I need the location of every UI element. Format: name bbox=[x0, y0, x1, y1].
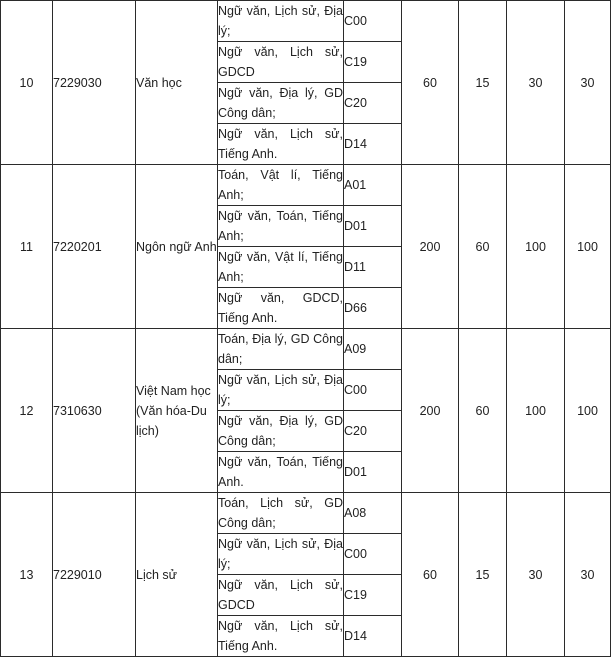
quota-total: 200 bbox=[402, 165, 459, 329]
subject-combination: Ngữ văn, Lịch sử, Địa lý; bbox=[218, 370, 344, 411]
row-number: 13 bbox=[1, 493, 53, 657]
quota-method-1: 60 bbox=[459, 165, 507, 329]
subject-combination: Toán, Vật lí, Tiếng Anh; bbox=[218, 165, 344, 206]
quota-method-2: 100 bbox=[507, 165, 565, 329]
block-code: A09 bbox=[344, 329, 402, 370]
subject-combination: Ngữ văn, Lịch sử, GDCD bbox=[218, 575, 344, 616]
subject-combination: Ngữ văn, Toán, Tiếng Anh. bbox=[218, 452, 344, 493]
quota-method-1: 60 bbox=[459, 329, 507, 493]
quota-method-1: 15 bbox=[459, 493, 507, 657]
quota-method-3: 30 bbox=[565, 1, 611, 165]
row-number: 11 bbox=[1, 165, 53, 329]
block-code: A08 bbox=[344, 493, 402, 534]
subject-combination: Ngữ văn, Lịch sử, Địa lý; bbox=[218, 534, 344, 575]
block-code: C20 bbox=[344, 83, 402, 124]
subject-combination: Ngữ văn, Lịch sử, GDCD bbox=[218, 42, 344, 83]
quota-total: 60 bbox=[402, 1, 459, 165]
quota-method-2: 100 bbox=[507, 329, 565, 493]
subject-combination: Ngữ văn, Lịch sử, Tiếng Anh. bbox=[218, 616, 344, 657]
major-code: 7229010 bbox=[53, 493, 136, 657]
block-code: D66 bbox=[344, 288, 402, 329]
subject-combination: Toán, Lịch sử, GD Công dân; bbox=[218, 493, 344, 534]
quota-total: 60 bbox=[402, 493, 459, 657]
table-row bbox=[1, 165, 611, 206]
block-code: D01 bbox=[344, 452, 402, 493]
block-code: C19 bbox=[344, 575, 402, 616]
table-row bbox=[1, 1, 611, 42]
subject-combination: Toán, Địa lý, GD Công dân; bbox=[218, 329, 344, 370]
block-code: C00 bbox=[344, 1, 402, 42]
subject-combination: Ngữ văn, Địa lý, GD Công dân; bbox=[218, 411, 344, 452]
major-code: 7220201 bbox=[53, 165, 136, 329]
table-row bbox=[1, 493, 611, 534]
block-code: D14 bbox=[344, 616, 402, 657]
major-code: 7310630 bbox=[53, 329, 136, 493]
major-name: Ngôn ngữ Anh bbox=[136, 165, 218, 329]
subject-combination: Ngữ văn, Lịch sử, Địa lý; bbox=[218, 1, 344, 42]
block-code: C00 bbox=[344, 534, 402, 575]
block-code: A01 bbox=[344, 165, 402, 206]
quota-method-3: 100 bbox=[565, 165, 611, 329]
quota-method-1: 15 bbox=[459, 1, 507, 165]
subject-combination: Ngữ văn, Vật lí, Tiếng Anh; bbox=[218, 247, 344, 288]
block-code: D14 bbox=[344, 124, 402, 165]
quota-method-2: 30 bbox=[507, 493, 565, 657]
block-code: C19 bbox=[344, 42, 402, 83]
block-code: D01 bbox=[344, 206, 402, 247]
quota-method-3: 30 bbox=[565, 493, 611, 657]
block-code: C20 bbox=[344, 411, 402, 452]
row-number: 12 bbox=[1, 329, 53, 493]
major-name: Việt Nam học (Văn hóa-Du lịch) bbox=[136, 329, 218, 493]
subject-combination: Ngữ văn, Địa lý, GD Công dân; bbox=[218, 83, 344, 124]
row-number: 10 bbox=[1, 1, 53, 165]
major-code: 7229030 bbox=[53, 1, 136, 165]
subject-combination: Ngữ văn, GDCD, Tiếng Anh. bbox=[218, 288, 344, 329]
subject-combination: Ngữ văn, Lịch sử, Tiếng Anh. bbox=[218, 124, 344, 165]
table-body bbox=[1, 1, 611, 657]
quota-method-2: 30 bbox=[507, 1, 565, 165]
block-code: C00 bbox=[344, 370, 402, 411]
major-name: Lịch sử bbox=[136, 493, 218, 657]
quota-method-3: 100 bbox=[565, 329, 611, 493]
subject-combination: Ngữ văn, Toán, Tiếng Anh; bbox=[218, 206, 344, 247]
block-code: D11 bbox=[344, 247, 402, 288]
major-name: Văn học bbox=[136, 1, 218, 165]
quota-total: 200 bbox=[402, 329, 459, 493]
table-row bbox=[1, 329, 611, 370]
